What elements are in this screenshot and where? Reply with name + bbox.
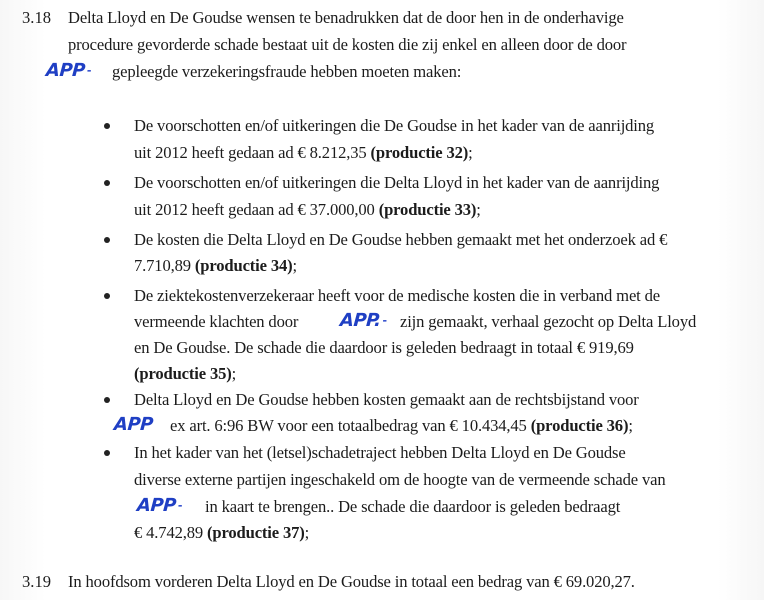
bullet-1-text: uit 2012 heeft gedaan ad € 8.212,35 (134, 143, 371, 162)
bullet-1-line-1: De voorschotten en/of uitkeringen die De Goudse in het kader van de aanrijding (134, 116, 655, 135)
paragraph-number-3-19: 3.19 (22, 572, 52, 591)
paragraph-number-3-18: 3.18 (22, 8, 52, 27)
punctuation: ; (476, 200, 481, 219)
punctuation: ; (292, 256, 297, 275)
redaction-mark-dash: - (86, 64, 92, 77)
paragraph-3-18-line-1: Delta Lloyd en De Goudse wensen te benadrukken dat de door hen in de onderhavige (68, 8, 624, 27)
punctuation: ; (468, 143, 473, 162)
production-reference: (productie 35) (134, 364, 232, 383)
punctuation: ; (231, 364, 237, 383)
punctuation: ; (628, 416, 633, 435)
bullet-4-line-2b: zijn gemaakt, verhaal gezocht op Delta Lloyd (400, 312, 697, 331)
bullet-icon (104, 180, 110, 186)
punctuation: ; (304, 523, 310, 542)
redaction-mark-text: APP (113, 414, 154, 435)
bullet-2-line-2 (134, 200, 481, 220)
production-reference: (productie 32) (370, 143, 469, 162)
bullet-icon (104, 293, 110, 299)
handwritten-redaction-mark (113, 415, 153, 435)
bullet-4-line-4 (134, 364, 236, 384)
redaction-mark-text: APP (136, 495, 177, 516)
production-reference: (productie 37) (207, 523, 305, 542)
paragraph-3-18-line-3: gepleegde verzekeringsfraude hebben moeten maken: (112, 62, 462, 81)
bullet-5-line-2 (170, 416, 633, 436)
bullet-5-line-1: Delta Lloyd en De Goudse hebben kosten gemaakt aan de rechtsbijstand voor (134, 390, 639, 409)
bullet-3-text: 7.710,89 (134, 256, 195, 275)
production-reference: (productie 33) (378, 200, 477, 219)
bullet-3-line-2 (134, 256, 297, 276)
redaction-mark-dash: - (382, 314, 388, 327)
bullet-4-line-3: en De Goudse. De schade die daardoor is geleden bedraagt in totaal € 919,69 (134, 338, 634, 357)
bullet-6-line-4 (134, 523, 309, 543)
bullet-5-text: ex art. 6:96 BW voor een totaalbedrag van € 10.434,45 (170, 416, 531, 435)
handwritten-redaction-mark (45, 61, 91, 81)
redaction-mark-text: APP. (339, 310, 382, 331)
bullet-2-text: uit 2012 heeft gedaan ad € 37.000,00 (134, 200, 379, 219)
paragraph-3-19-line-1: In hoofdsom vorderen Delta Lloyd en De Goudse in totaal een bedrag van € 69.020,27. (68, 572, 635, 591)
bullet-6-amount: € 4.742,89 (134, 523, 208, 542)
bullet-1-line-2 (134, 143, 473, 163)
bullet-2-line-1: De voorschotten en/of uitkeringen die Delta Lloyd in het kader van de aanrijding (134, 173, 660, 192)
bullet-icon (104, 123, 110, 129)
bullet-icon (104, 450, 110, 456)
production-reference: (productie 34) (194, 256, 293, 275)
bullet-4-line-2a: vermeende klachten door (134, 312, 299, 331)
redaction-mark-text: APP (45, 60, 86, 81)
bullet-3-line-1: De kosten die Delta Lloyd en De Goudse hebben gemaakt met het onderzoek ad € (134, 230, 668, 249)
paragraph-3-18-line-2: procedure gevorderde schade bestaat uit de kosten die zij enkel en alleen door de door (68, 35, 627, 54)
bullet-6-line-3: in kaart te brengen.. De schade die daardoor is geleden bedraagt (205, 497, 621, 516)
redaction-mark-dash: - (177, 499, 183, 512)
bullet-6-line-1: In het kader van het (letsel)schadetraject hebben Delta Lloyd en De Goudse (134, 443, 626, 462)
bullet-6-line-2: diverse externe partijen ingeschakeld om de hoogte van de vermeende schade van (134, 470, 666, 489)
production-reference: (productie 36) (530, 416, 629, 435)
bullet-4-line-1: De ziektekostenverzekeraar heeft voor de medische kosten die in verband met de (134, 286, 660, 305)
bullet-icon (104, 237, 110, 243)
bullet-icon (104, 397, 110, 403)
handwritten-redaction-mark (339, 311, 387, 331)
handwritten-redaction-mark (136, 496, 182, 516)
